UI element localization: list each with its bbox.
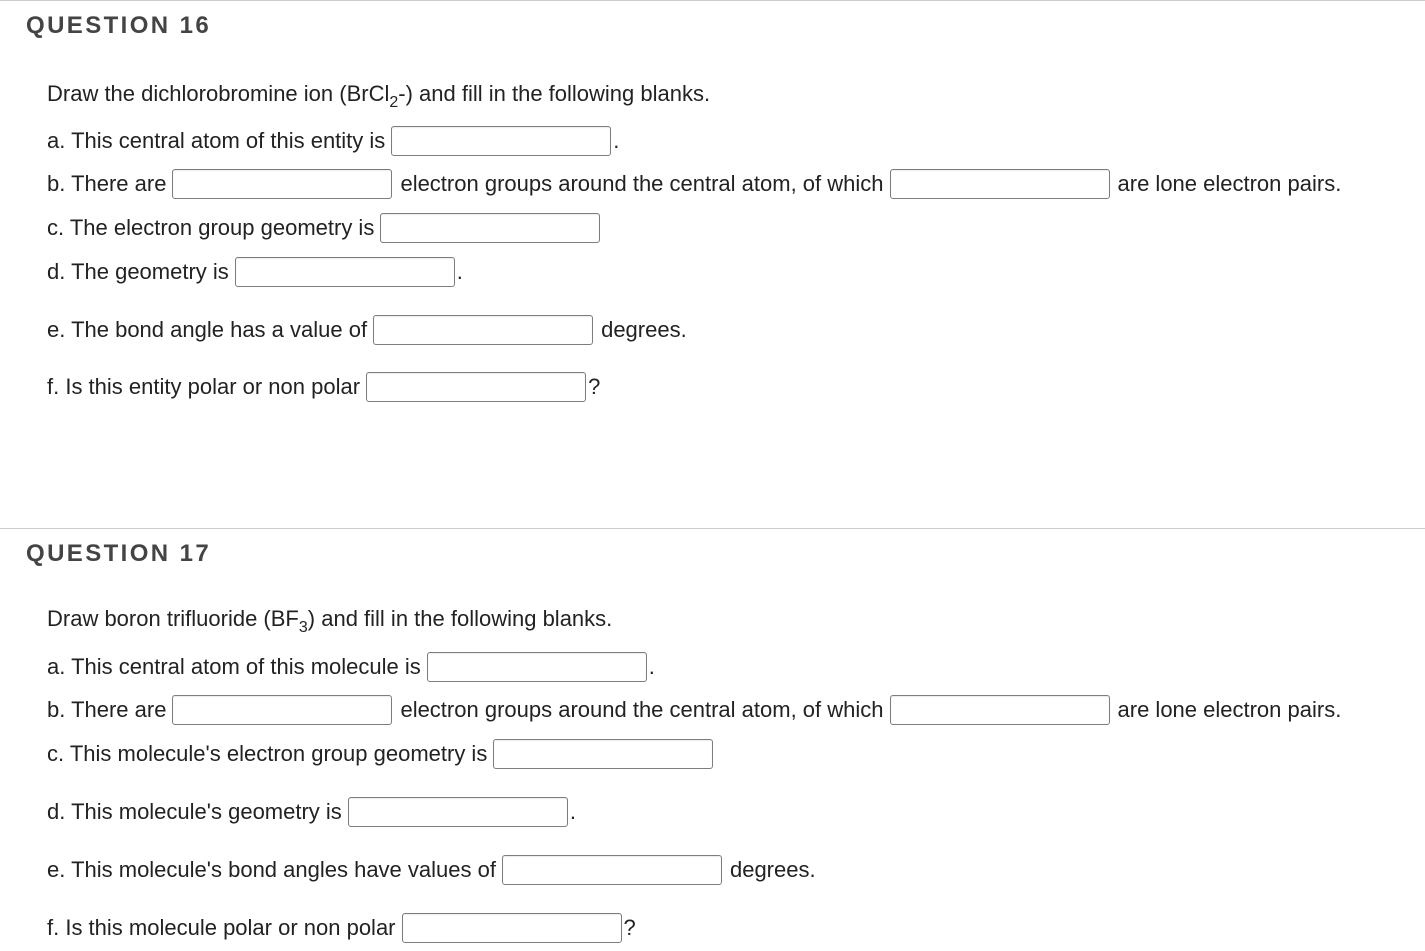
q16-d-label: d. The geometry is [47, 259, 229, 284]
q17-b-label: b. There are [47, 697, 167, 722]
q16-electron-geometry-input[interactable] [380, 213, 600, 243]
question-16-prompt [47, 80, 710, 111]
q16-a-label: a. This central atom of this entity is [47, 128, 386, 153]
q16-f-label: f. Is this entity polar or non polar [47, 374, 361, 399]
q16-central-atom-input[interactable] [391, 126, 611, 156]
prompt-text-end: ) and fill in the following blanks. [307, 606, 613, 631]
q17-electron-geometry-input[interactable] [493, 739, 713, 769]
q16-b-mid-text: electron groups around the central atom, of which [400, 171, 884, 196]
q16-part-f [47, 370, 600, 404]
prompt-subscript: 3 [298, 619, 308, 636]
q16-c-label: c. The electron group geometry is [47, 215, 375, 240]
q16-part-b [47, 167, 1341, 201]
q17-b-mid-text: electron groups around the central atom, of which [400, 697, 884, 722]
q16-b-suffix: are lone electron pairs. [1117, 171, 1342, 196]
q16-d-suffix: . [456, 259, 463, 284]
q17-electron-groups-input[interactable] [172, 695, 392, 725]
q17-b-suffix: are lone electron pairs. [1117, 697, 1342, 722]
q17-part-f [47, 911, 636, 945]
q17-a-suffix: . [648, 654, 655, 679]
q17-part-c [47, 737, 715, 771]
q16-part-a [47, 124, 619, 158]
q16-e-label: e. The bond angle has a value of [47, 317, 368, 342]
q17-d-label: d. This molecule's geometry is [47, 799, 342, 824]
question-16-title: QUESTION 16 [26, 12, 212, 39]
q16-electron-groups-input[interactable] [172, 169, 392, 199]
question-divider [0, 528, 1425, 529]
q16-f-suffix: ? [588, 374, 601, 399]
prompt-text-start: Draw boron trifluoride (BF [47, 606, 299, 631]
q17-c-label: c. This molecule's electron group geometry is [47, 741, 488, 766]
q17-central-atom-input[interactable] [427, 652, 647, 682]
q17-part-d [47, 795, 576, 829]
q16-geometry-input[interactable] [235, 257, 455, 287]
q17-a-label: a. This central atom of this molecule is [47, 654, 421, 679]
q17-f-label: f. Is this molecule polar or non polar [47, 915, 396, 940]
q16-lone-pairs-input[interactable] [890, 169, 1110, 199]
q17-geometry-input[interactable] [348, 797, 568, 827]
q17-e-label: e. This molecule's bond angles have values of [47, 857, 496, 882]
q16-a-suffix: . [613, 128, 620, 153]
q16-e-suffix: degrees. [601, 317, 687, 342]
prompt-text-end: -) and fill in the following blanks. [398, 81, 711, 106]
prompt-subscript: 2 [389, 94, 399, 111]
q17-part-a [47, 650, 655, 684]
q16-part-c [47, 211, 602, 245]
q16-bond-angle-input[interactable] [373, 315, 593, 345]
q17-polarity-input[interactable] [402, 913, 622, 943]
q16-polarity-input[interactable] [366, 372, 586, 402]
q17-d-suffix: . [569, 799, 576, 824]
q17-lone-pairs-input[interactable] [890, 695, 1110, 725]
q17-f-suffix: ? [623, 915, 636, 940]
prompt-text-start: Draw the dichlorobromine ion (BrCl [47, 81, 390, 106]
q17-e-suffix: degrees. [729, 857, 816, 882]
q16-part-d [47, 255, 463, 289]
top-divider [0, 0, 1425, 1]
q16-part-e [47, 313, 687, 347]
question-17-prompt [47, 605, 612, 636]
q16-b-label: b. There are [47, 171, 167, 196]
q17-bond-angle-input[interactable] [502, 855, 722, 885]
question-17-title: QUESTION 17 [26, 540, 212, 567]
q17-part-b [47, 693, 1341, 727]
q17-part-e [47, 853, 816, 887]
